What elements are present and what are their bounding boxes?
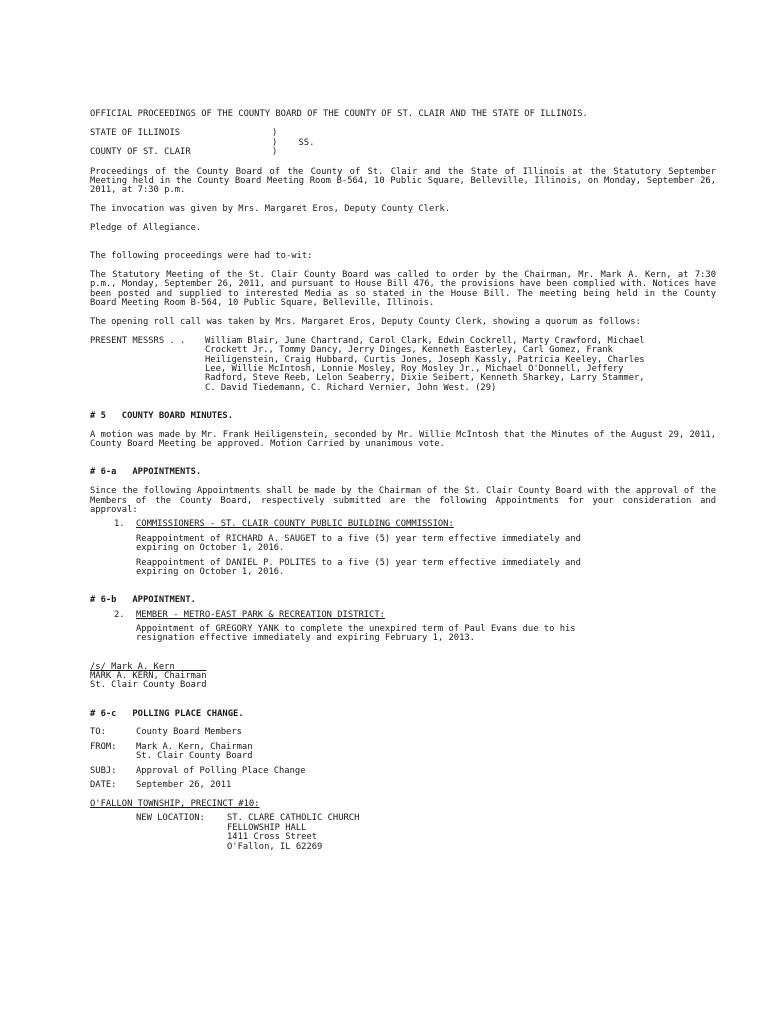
venue-state: STATE OF ILLINOIS [90,128,181,139]
present-line: William Blair, June Chartrand, Carol Clark, Edwin Cockrell, Marty Crawford, Michael [205,335,645,346]
appointment-line: Appointment of GREGORY YANK to complete the unexpired term of Paul Evans due to his [136,624,576,635]
signature-name: MARK A. KERN, Chairman [90,671,207,682]
memo-value: Mark A. Kern, Chairman [136,741,253,752]
item-title: COMMISSIONERS - ST. CLAIR COUNTY PUBLIC BUILDING COMMISSION: [136,519,454,530]
memo-value: County Board Members [136,727,242,738]
memo-label: DATE: [90,780,117,791]
memo-value: September 26, 2011 [136,780,232,791]
memo-date [90,781,716,790]
appointment-item-2 [90,611,716,620]
appointment-yank [90,625,716,644]
roll-call-paragraph: The opening roll call was taken by Mrs. Margaret Eros, Deputy County Clerk, showing a quorum as follows: [90,317,641,328]
location-line: 1411 Cross Street [227,832,318,843]
present-line: C. David Tiedemann, C. Richard Vernier, John West. (29) [205,382,497,393]
section-5-text: A motion was made by Mr. Frank Heiligenstein, seconded by Mr. Willie McIntosh that the Minutes of the August 29, 2011, County Board Meeting be approved. Motion Carried by unanimous vote. [90,429,716,450]
present-members [90,337,716,393]
reappointment-line: expiring on October 1, 2016. [136,543,285,554]
proceedings-intro: The following proceedings were had to-wit: [90,251,313,262]
venue-county: COUNTY OF ST. CLAIR [90,147,191,158]
section-5-heading: # 5 COUNTY BOARD MINUTES. [90,411,233,422]
section-6b-heading: # 6-b APPOINTMENT. [90,595,196,606]
item-title: MEMBER - METRO-EAST PARK & RECREATION DISTRICT: [136,609,385,620]
memo-label: FROM: [90,741,117,752]
proceedings-body [90,110,716,852]
document-title: OFFICIAL PROCEEDINGS OF THE COUNTY BOARD OF THE COUNTY OF ST. CLAIR AND THE STATE OF ILLINOIS. [90,109,588,119]
location-line: O'Fallon, IL 62269 [227,841,323,852]
new-location [90,814,716,852]
item-number: 2. [114,609,125,620]
venue-paren-3: ) [272,147,278,158]
memo-label: TO: [90,727,106,738]
memo-subj [90,767,716,776]
reappointment-line: Reappointment of DANIEL P. POLITES to a five (5) year term effective immediately and [136,557,581,568]
signature-line: /s/ Mark A. Kern______ [90,661,207,672]
section-6a-heading: # 6-a APPOINTMENTS. [90,467,202,478]
new-location-label: NEW LOCATION: [136,813,205,824]
call-to-order-paragraph: The Statutory Meeting of the St. Clair County Board was called to order by the Chairman, Mr. Mark A. Kern, at 7:30 p.m., Monday, September 26, 2011, and pursuant to House Bill 476, the provisions have been complied with. Notices have been posted and supplied to interested Media as so stated in the House Bill. The meeting being held in the County Board Meeting Room B-564, 10 Public Square, Belleville, Illinois. [90,270,716,309]
present-label: PRESENT MESSRS . . [90,335,186,346]
memo-value: St. Clair County Board [136,751,253,762]
present-line: Radford, Steve Reeb, Lelon Seaberry, Dixie Seibert, Kenneth Sharkey, Larry Stammer, [205,373,645,384]
venue-ss: ) SS. [272,137,315,148]
location-line: FELLOWSHIP HALL [227,822,307,833]
section-6c-heading: # 6-c POLLING PLACE CHANGE. [90,708,244,719]
present-line: Lee, Willie McIntosh, Lonnie Mosley, Roy Mosley Jr., Michael O'Donnell, Jeffery [205,364,624,375]
pledge-text: Pledge of Allegiance. [90,223,202,234]
venue-block [90,129,716,157]
section-6a-text: Since the following Appointments shall be made by the Chairman of the St. Clair County Board with the approval of the Members of the County Board, respectively submitted are the following Appointments for your consideration and approval: [90,486,716,516]
signature-block [90,663,716,691]
memo-from [90,743,716,762]
present-line: Heiligenstein, Craig Hubbard, Curtis Jones, Joseph Kassly, Patricia Keeley, Charles [205,354,645,365]
reappointment-line: Reappointment of RICHARD A. SAUGET to a five (5) year term effective immediately and [136,533,581,544]
intro-paragraph: Proceedings of the County Board of the County of St. Clair and the State of Illinois at the Statutory September Meeting held in the County Board Meeting Room B-564, 10 Public Square, Belleville, Illinois, on Monday, September 26, 2011, at 7:30 p.m. [90,166,716,196]
memo-to [90,728,716,737]
venue-paren-1: ) [272,128,278,139]
appointment-line: resignation effective immediately and expiring February 1, 2013. [136,633,475,644]
invocation-text: The invocation was given by Mrs. Margaret Eros, Deputy County Clerk. [90,204,451,215]
signature-org: St. Clair County Board [90,680,207,691]
item-number: 1. [114,519,125,530]
precinct-heading: O'FALLON TOWNSHIP, PRECINCT #10: [90,798,260,809]
reappointment-polites [90,559,716,578]
present-line: Crockett Jr., Tommy Dancy, Jerry Dinges, Kenneth Easterley, Carl Gomez, Frank [205,345,613,356]
appointment-item-1 [90,520,716,529]
location-line: ST. CLARE CATHOLIC CHURCH [227,813,360,824]
reappointment-line: expiring on October 1, 2016. [136,567,285,578]
memo-label: SUBJ: [90,765,117,776]
reappointment-sauget [90,535,716,554]
memo-value: Approval of Polling Place Change [136,765,306,776]
